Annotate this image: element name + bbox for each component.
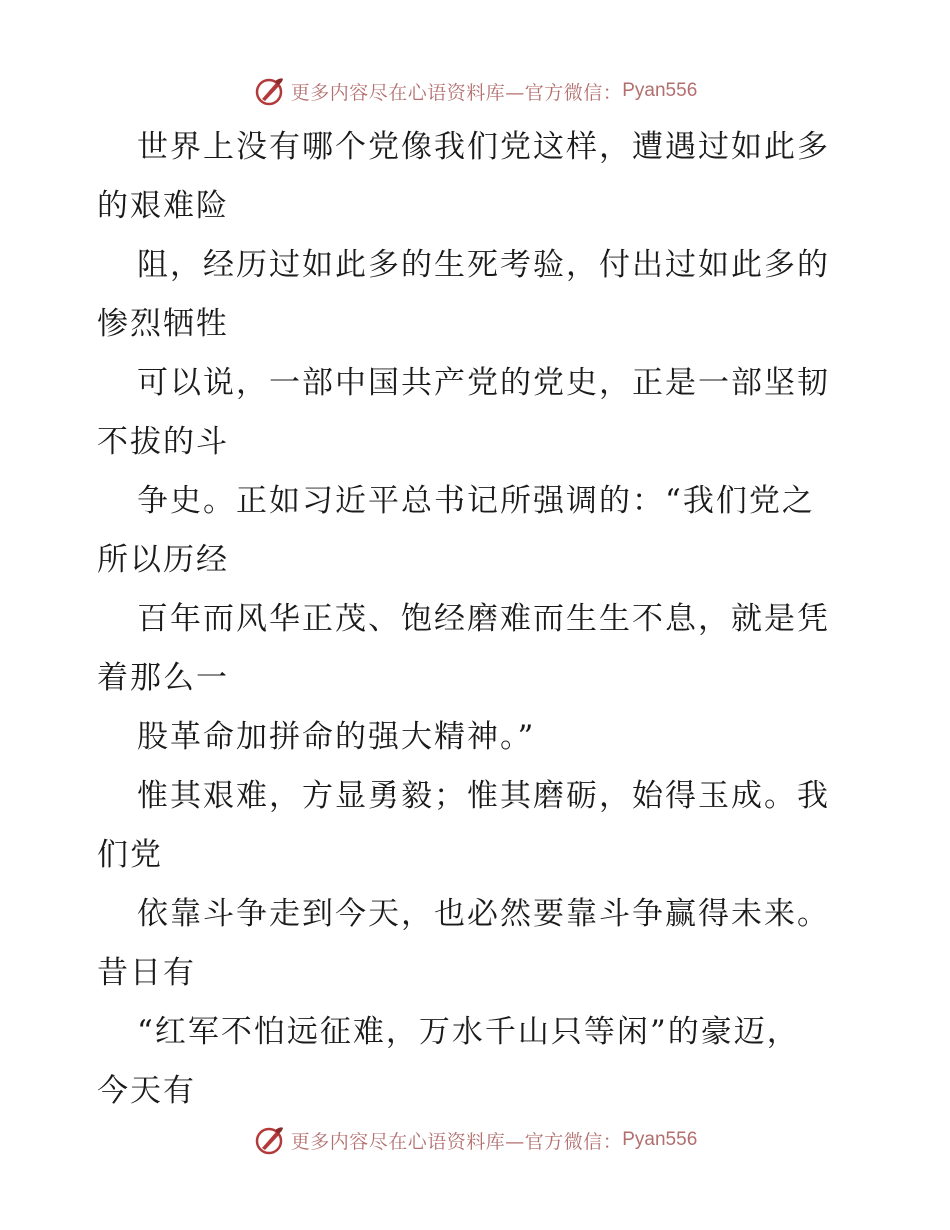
paragraph	[97, 885, 857, 1003]
header-watermark	[0, 71, 950, 111]
text-line: 们党	[97, 837, 163, 873]
text-line: 今天有	[97, 1073, 196, 1109]
paragraph	[97, 590, 857, 708]
watermark-text: 更多内容尽在心语资料库—官方微信：	[290, 1130, 623, 1153]
footer-watermark	[0, 1120, 950, 1160]
text-line: 惟其艰难，方显勇毅；惟其磨砺，始得玉成。我	[137, 778, 830, 814]
paragraph	[97, 118, 857, 236]
paragraph	[97, 708, 857, 767]
watermark-text: 更多内容尽在心语资料库—官方微信：	[290, 81, 623, 104]
text-line: 可以说，一部中国共产党的党史，正是一部坚韧	[137, 365, 830, 401]
text-line: 惨烈牺牲	[97, 306, 229, 342]
watermark-wechat-id: Pyan556	[622, 80, 698, 101]
paragraph	[97, 236, 857, 354]
text-line: “红军不怕远征难，万水千山只等闲”的豪迈，	[137, 1014, 800, 1050]
text-line: 昔日有	[97, 955, 196, 991]
quill-pen-seal-icon	[253, 75, 285, 107]
paragraph	[97, 354, 857, 472]
paragraph	[97, 472, 857, 590]
text-line: 着那么一	[97, 660, 229, 696]
text-line: 不拔的斗	[97, 424, 229, 460]
text-line: 所以历经	[97, 542, 229, 578]
text-line: 阻，经历过如此多的生死考验，付出过如此多的	[137, 247, 830, 283]
text-line: 的艰难险	[97, 188, 229, 224]
document-body	[97, 118, 857, 1121]
text-line: 依靠斗争走到今天，也必然要靠斗争赢得未来。	[137, 896, 830, 932]
text-line: 世界上没有哪个党像我们党这样，遭遇过如此多	[137, 129, 830, 165]
paragraph	[97, 767, 857, 885]
watermark-wechat-id: Pyan556	[622, 1129, 698, 1150]
text-line: 百年而风华正茂、饱经磨难而生生不息，就是凭	[137, 601, 830, 637]
paragraph	[97, 1003, 857, 1121]
quill-pen-seal-icon	[253, 1124, 285, 1156]
text-line: 股革命加拼命的强大精神。”	[137, 719, 536, 755]
text-line: 争史。正如习近平总书记所强调的：“我们党之	[137, 483, 815, 519]
